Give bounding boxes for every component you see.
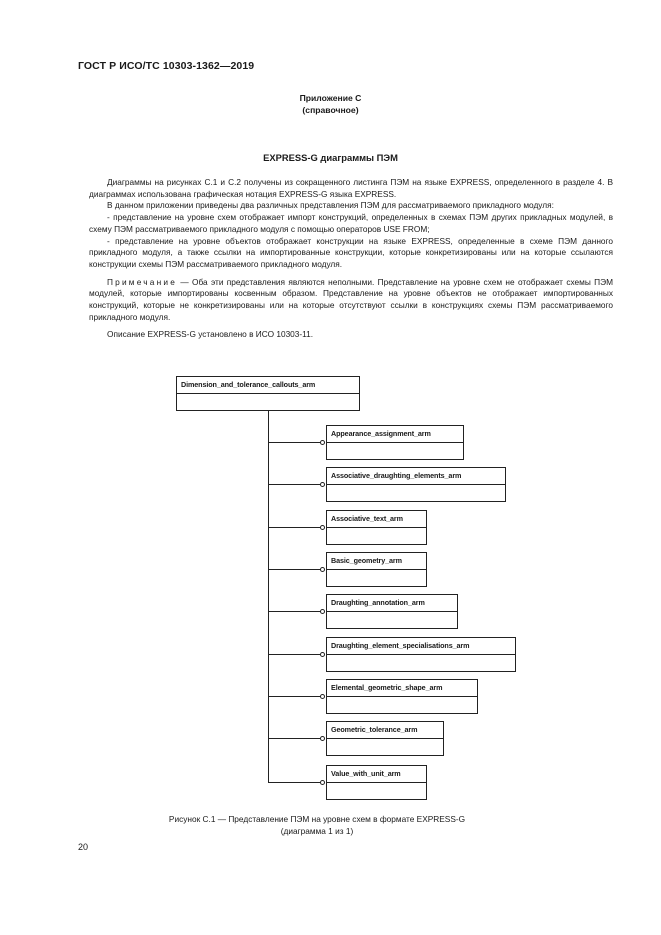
connector-line: [268, 782, 324, 783]
connector-circle-icon: [320, 694, 325, 699]
page-number: 20: [78, 842, 89, 852]
note-label: Примечание: [107, 276, 178, 287]
note-paragraph: [89, 277, 613, 324]
child-schema-box: [326, 679, 478, 714]
child-schema-name: Associative_draughting_elements_arm: [327, 468, 505, 485]
connector-line: [268, 654, 324, 655]
root-schema-name: Dimension_and_tolerance_callouts_arm: [177, 377, 359, 394]
paragraph-2: В данном приложении приведены два различных представления ПЭМ для рассматриваемого прикладного модуля:: [107, 200, 554, 211]
connector-circle-icon: [320, 736, 325, 741]
connector-circle-icon: [320, 567, 325, 572]
standard-header: ГОСТ Р ИСО/ТС 10303-1362—2019: [78, 60, 255, 72]
child-schema-name: Appearance_assignment_arm: [327, 426, 463, 443]
connector-circle-icon: [320, 525, 325, 530]
root-schema-box: [176, 376, 360, 411]
connector-trunk: [268, 410, 269, 783]
connector-line: [268, 527, 324, 528]
connector-line: [268, 484, 324, 485]
figure-caption: Рисунок С.1 — Представление ПЭМ на уровне схем в формате EXPRESS-G: [168, 814, 466, 824]
child-schema-box: [326, 637, 516, 672]
connector-line: [268, 442, 324, 443]
connector-line: [268, 738, 324, 739]
paragraph-5: Описание EXPRESS-G установлено в ИСО 10303-11.: [107, 329, 314, 340]
connector-circle-icon: [320, 652, 325, 657]
child-schema-box: [326, 721, 444, 756]
figure-subcaption: (диаграмма 1 из 1): [280, 826, 354, 836]
paragraph-1: Диаграммы на рисунках С.1 и С.2 получены из сокращенного листинга ПЭМ на языке EXPRESS, определенного в разделе 4. В диаграммах использована графическая нотация EXPRESS-G языка EXPRESS.: [89, 177, 613, 199]
connector-line: [268, 611, 324, 612]
child-schema-name: Geometric_tolerance_arm: [327, 722, 443, 739]
annex-subtitle: (справочное): [302, 105, 359, 115]
connector-circle-icon: [320, 440, 325, 445]
child-schema-box: [326, 510, 427, 545]
connector-circle-icon: [320, 482, 325, 487]
child-schema-name: Value_with_unit_arm: [327, 766, 426, 783]
paragraph-3: - представление на уровне схем отображает импорт конструкций, определенных в схемах ПЭМ других прикладных модулей, в схему ПЭМ рассматриваемого прикладного модуля с помощью операторов USE FROM;: [89, 212, 613, 234]
connector-line: [268, 696, 324, 697]
child-schema-name: Basic_geometry_arm: [327, 553, 426, 570]
connector-line: [268, 569, 324, 570]
child-schema-box: [326, 425, 464, 460]
child-schema-name: Elemental_geometric_shape_arm: [327, 680, 477, 697]
child-schema-name: Draughting_annotation_arm: [327, 595, 457, 612]
body-text: [89, 177, 613, 341]
connector-circle-icon: [320, 780, 325, 785]
child-schema-box: [326, 594, 458, 629]
child-schema-box: [326, 552, 427, 587]
connector-circle-icon: [320, 609, 325, 614]
note-text: — Оба эти представления являются неполными. Представление на уровне схем не отображает схемы ПЭМ модулей, которые импортированы косвенным образом. Представление на уровне объектов не отображает импортированных конструкций, которые не конкретизированы или на которые отсутствуют ссылки в конструкциях схемы ПЭМ рассматриваемого прикладного модуля.: [89, 276, 613, 322]
section-title: EXPRESS-G диаграммы ПЭМ: [263, 152, 398, 163]
child-schema-box: [326, 467, 506, 502]
child-schema-name: Associative_text_arm: [327, 511, 426, 528]
annex-title: Приложение С: [299, 93, 362, 103]
child-schema-name: Draughting_element_specialisations_arm: [327, 638, 515, 655]
child-schema-box: [326, 765, 427, 800]
paragraph-4: - представление на уровне объектов отображает конструкции на языке EXPRESS, определенные в схеме ПЭМ данного прикладного модуля, а также ссылки на импортированные конструкции, которые конкретизированы или на которые ссылаются конструкции схемы ПЭМ рассматриваемого прикладного модуля.: [89, 235, 613, 269]
